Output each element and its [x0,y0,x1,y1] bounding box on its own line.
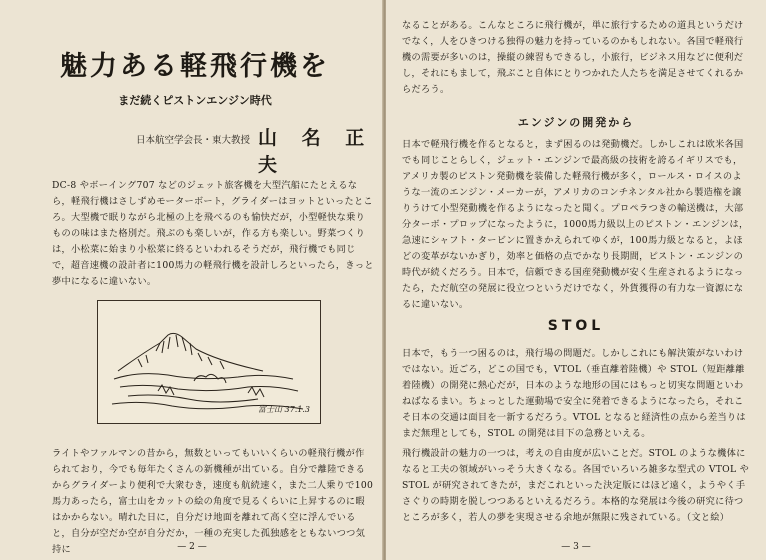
article-subtitle: まだ続くピストンエンジン時代 [118,94,272,107]
author-name: 山 名 正 夫 [258,127,374,176]
left-paragraph-1: DC-8 やボーイング707 などのジェット旅客機を大型汽船にたとえるなら，軽飛行機はさしずめモーターボート，グライダーはヨットといったところ。大型機で眠りながら北極の上を飛べるのも愉快だが，小型軽快な乗りものの味はまた格別だ。飛ぶのも楽しいが，作る方も楽しい。野菜つくりは，小松菜に始まり小松菜に終るといわれるそうだが，飛行機でも同じで，超音速機の設計者に100馬力の軽飛行機を設計しろといったら，きっと夢中になるに違いない。 [52,180,374,287]
section-heading-engine: エンジンの開発から [517,116,635,129]
right-paragraph-3: 日本で，もう一つ困るのは，飛行場の問題だ。しかしこれにも解決策がないわけではない。近ごろ，どこの国でも，VTOL（垂直離着陸機）や STOL（短距離離着陸機）の開発に熱心だが，日本のような地形の国にはもっと切実な問題といわねばなるまい。ちょっとした運動場で安全に発着できるようになったら，それこそ日本の交通は面目を一新するだろう。VTOL となると経済性の点から差当りはまだ無理としても，STOL の開発は目下の急務といえる。 [402,348,746,439]
mount-fuji-sketch [97,300,321,424]
right-page [386,0,766,560]
left-paragraph-2: ライトやファルマンの昔から，無数といってもいいくらいの軽飛行機が作られており，今でも毎年たくさんの新機種が出ている。自分で離陸できるからグライダーより便利で大衆むき，速度も航続速く，また二人乗りで100馬力あったら，富士山をカットの絵の角度で見るくらいに上昇するのに暇はかからない。晴れた日に，自分だけ地面を離れて高く空に浮んでいると，自分が空だか空が自分だか，一種の充実した孤独感をともないつつ気持に [52,448,374,555]
page-number-left: — 2 — [177,542,207,552]
author-affiliation: 日本航空学会長・東大教授 [136,135,251,146]
right-paragraph-4: 飛行機設計の魅力の一つは，考えの自由度が広いことだ。STOL のような機体になると工夫の領域がいっそう大きくなる。各国でいろいろ雑多な型式の VTOL や STOL が研究されてきたが，まだこれといった決定版にはほど遠く，ようやく手さぐりの時期を脱しつつあるといえるだろう。本格的な発展は今後の研究に待つところが多く，若人の夢を実現させる余地が無限に残されている。（文と絵） [402,448,750,523]
page-number-right: — 3 — [561,542,591,552]
section-heading-stol: STOL [547,318,605,334]
article-title: 魅力ある軽飛行機を [60,51,330,82]
right-paragraph-2: 日本で軽飛行機を作るとなると，まず困るのは発動機だ。しかしこれは欧米各国でも同じことらしく，ジェット・エンジンで最高級の技術を誇るイギリスでも，アメリカ製のピストン発動機を装備した軽飛行機が多く，ロールス・ロイスのような一流のエンジン・メーカーが，アメリカのコンチネンタル社から製造権を譲りうけて小型発動機を作るようになったと聞く。プロペラつきの輸送機は，大部分ターボ・プロップになったように，1000馬力級以上のピストン・エンジンは，急速にシャフト・タービンに置きかえられてゆくが，100馬力級となると，よほどの変革がないかぎり，効率と価格の点でかなり長期間，ピストン・エンジンの時代が続くだろう。日本で，信頼できる国産発動機が安く生産されるようになったら，ただ航空の発展に役立つというだけでなく，外貨獲得の有力な一資源になるに違いない。 [402,139,749,310]
right-paragraph-1: なることがある。こんなところに飛行機が，単に旅行するための道具というだけでなく，人をひきつける独得の魅力を持っているのかもしれない。各国で軽飛行機の需要が多いのは，操縦の練習もできるし，小旅行，ビジネス用などに便利だし，それにもまして，飛ぶこと自体にとりつかれた人たちを満足させてくれるからだろう。 [402,20,744,95]
sketch-signature: 富士山 37.1.3 [258,405,310,414]
